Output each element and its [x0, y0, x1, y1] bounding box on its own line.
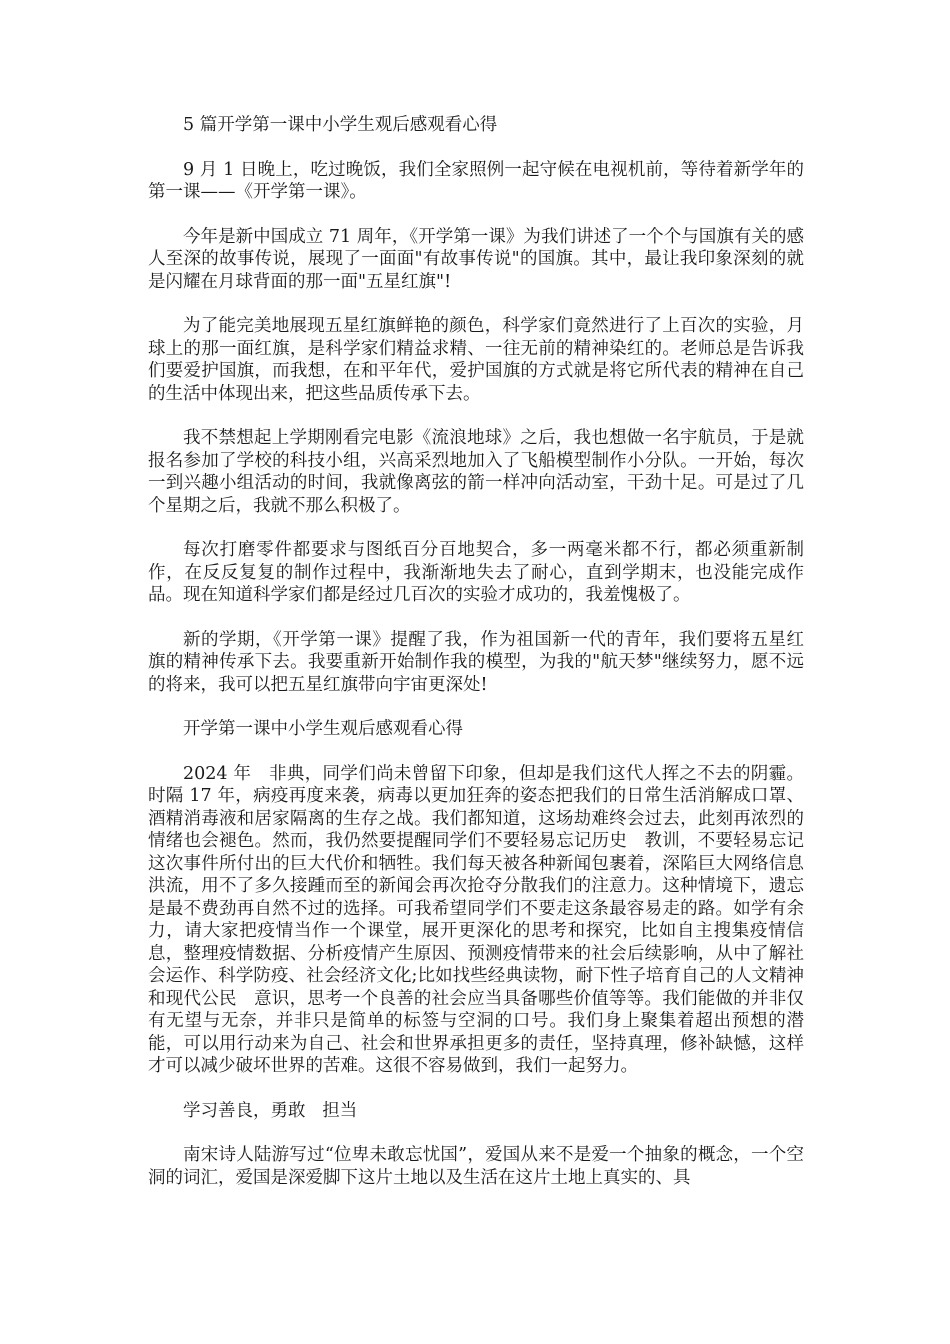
paragraph: 9 月 1 日晚上，吃过晚饭，我们全家照例一起守候在电视机前，等待着新学年的第一课——《开学第一课》。 — [148, 159, 804, 202]
paragraph: 为了能完美地展现五星红旗鲜艳的颜色，科学家们竟然进行了上百次的实验，月球上的那一面红旗，是科学家们精益求精、一往无前的精神染红的。老师总是告诉我们要爱护国旗，而我想，在和平年代，爱护国旗的方式就是将它所代表的精神在自己的生活中体现出来，把这些品质传承下去。 — [148, 316, 804, 404]
paragraph: 我不禁想起上学期刚看完电影《流浪地球》之后，我也想做一名宇航员，于是就报名参加了学校的科技小组，兴高采烈地加入了飞船模型制作小分队。一开始，每次一到兴趣小组活动的时间，我就像离弦的箭一样冲向活动室，干劲十足。可是过了几个星期之后，我就不那么积极了。 — [148, 428, 804, 516]
document-title: 5 篇开学第一课中小学生观后感观看心得 — [183, 115, 498, 135]
document-body — [148, 114, 804, 1211]
paragraph: 2024 年 非典，同学们尚未曾留下印象，但却是我们这代人挥之不去的阴霾。时隔 17 年，病疫再度来袭，病毒以更加狂奔的姿态把我们的日常生活消解成口罩、酒精消毒液和居家隔离的生存之战。我们都知道，这场劫难终会过去，此刻再浓烈的情绪也会褪色。然而，我仍然要提醒同学们不要轻易忘记历史 教训，不要轻易忘记这次事件所付出的巨大代价和牺牲。我们每天被各种新闻包裹着，深陷巨大网络信息洪流，用不了多久接踵而至的新闻会再次抢夺分散我们的注意力。这种情境下，遗忘是最不费劲再自然不过的选择。可我希望同学们不要走这条最容易走的路。如学有余力，请大家把疫情当作一个课堂，展开更深化的思考和探究，比如自主搜集疫情信息，整理疫情数据、分析疫情产生原因、预测疫情带来的社会后续影响，从中了解社会运作、科学防疫、社会经济文化;比如找些经典读物，耐下性子培育自己的人文精神和现代公民 意识，思考一个良善的社会应当具备哪些价值等等。我们能做的并非仅有无望与无奈，并非只是简单的标签与空洞的口号。我们身上聚集着超出预想的潜能，可以用行动来为自己、社会和世界承担更多的责任，坚持真理，修补缺憾，这样才可以减少破坏世界的苦难。这很不容易做到，我们一起努力。 — [148, 763, 804, 1076]
section-title: 开学第一课中小学生观后感观看心得 — [183, 719, 463, 739]
paragraph: 南宋诗人陆游写过“位卑未敢忘忧国”，爱国从来不是爱一个抽象的概念，一个空洞的词汇，爱国是深爱脚下这片土地以及生活在这片土地上真实的、具 — [148, 1145, 804, 1188]
subheading: 学习善良，勇敢 担当 — [183, 1100, 358, 1121]
paragraph: 新的学期，《开学第一课》提醒了我，作为祖国新一代的青年，我们要将五星红旗的精神传承下去。我要重新开始制作我的模型，为我的"航天梦"继续努力，愿不远的将来，我可以把五星红旗带向宇宙更深处! — [148, 629, 804, 695]
paragraph: 每次打磨零件都要求与图纸百分百地契合，多一两毫米都不行，都必须重新制作，在反反复复的制作过程中，我渐渐地失去了耐心，直到学期末，也没能完成作品。现在知道科学家们都是经过几百次的实验才成功的，我羞愧极了。 — [148, 540, 804, 605]
paragraph: 今年是新中国成立 71 周年，《开学第一课》为我们讲述了一个个与国旗有关的感人至深的故事传说，展现了一面面"有故事传说"的国旗。其中，最让我印象深刻的就是闪耀在月球背面的那一面"五星红旗"! — [148, 226, 804, 292]
